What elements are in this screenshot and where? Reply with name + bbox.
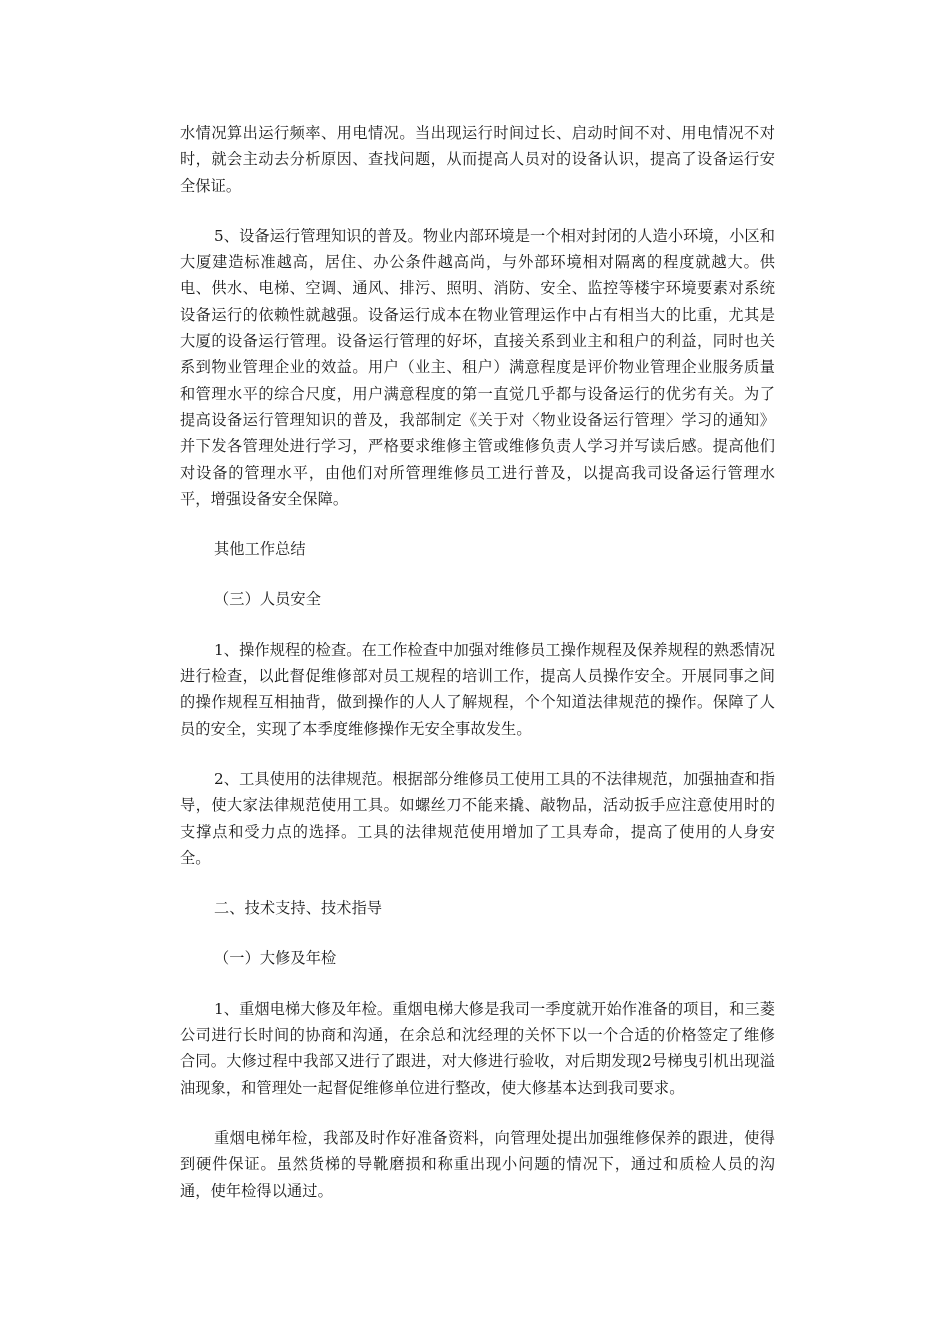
body-paragraph: 水情况算出运行频率、用电情况。当出现运行时间过长、启动时间不对、用电情况不对时，就会主动去分析原因、查找问题，从而提高人员对的设备认识，提高了设备运行安全保证。 <box>180 124 775 195</box>
section-heading: （一）大修及年检 <box>214 949 337 968</box>
section-heading: 其他工作总结 <box>214 540 306 559</box>
body-paragraph: 1、重烟电梯大修及年检。重烟电梯大修是我司一季度就开始作准备的项目，和三菱公司进行长时间的协商和沟通，在余总和沈经理的关怀下以一个合适的价格签定了维修合同。大修过程中我部又进行了跟进，对大修进行验收，对后期发现2号梯曳引机出现溢油现象，和管理处一起督促维修单位进行整改，使大修基本达到我司要求。 <box>180 999 775 1097</box>
body-paragraph: 重烟电梯年检，我部及时作好准备资料，向管理处提出加强维修保养的跟进，使得到硬件保证。虽然货梯的导靴磨损和称重出现小问题的情况下，通过和质检人员的沟通，使年检得以通过。 <box>180 1128 775 1200</box>
section-heading: 二、技术支持、技术指导 <box>214 899 383 918</box>
document-body <box>180 120 775 1228</box>
body-paragraph: 1、操作规程的检查。在工作检查中加强对维修员工操作规程及保养规程的熟悉情况进行检查，以此督促维修部对员工规程的培训工作，提高人员操作安全。开展同事之间的操作规程互相抽背，做到操作的人人了解规程，个个知道法律规范的操作。保障了人员的安全，实现了本季度维修操作无安全事故发生。 <box>180 640 775 738</box>
body-paragraph: 5、设备运行管理知识的普及。物业内部环境是一个相对封闭的人造小环境，小区和大厦建造标准越高，居住、办公条件越高尚，与外部环境相对隔离的程度就越大。供电、供水、电梯、空调、通风、排污、照明、消防、安全、监控等楼宇环境要素对系统设备运行的依赖性就越强。设备运行成本在物业管理运作中占有相当大的比重，尤其是大厦的设备运行管理。设备运行管理的好坏，直接关系到业主和租户的利益，同时也关系到物业管理企业的效益。用户（业主、租户）满意程度是评价物业管理企业服务质量和管理水平的综合尺度，用户满意程度的第一直觉几乎都与设备运行的优劣有关。为了提高设备运行管理知识的普及，我部制定《关于对〈物业设备运行管理〉学习的通知》并下发各管理处进行学习，严格要求维修主管或维修负责人学习并写读后感。提高他们对设备的管理水平，由他们对所管理维修员工进行普及，以提高我司设备运行管理水平，增强设备安全保障。 <box>180 226 775 508</box>
body-paragraph: 2、工具使用的法律规范。根据部分维修员工使用工具的不法律规范，加强抽查和指导，使大家法律规范使用工具。如螺丝刀不能来撬、敲物品，活动扳手应注意使用时的支撑点和受力点的选择。工具的法律规范使用增加了工具寿命，提高了使用的人身安全。 <box>180 769 775 867</box>
section-heading: （三）人员安全 <box>214 590 322 609</box>
